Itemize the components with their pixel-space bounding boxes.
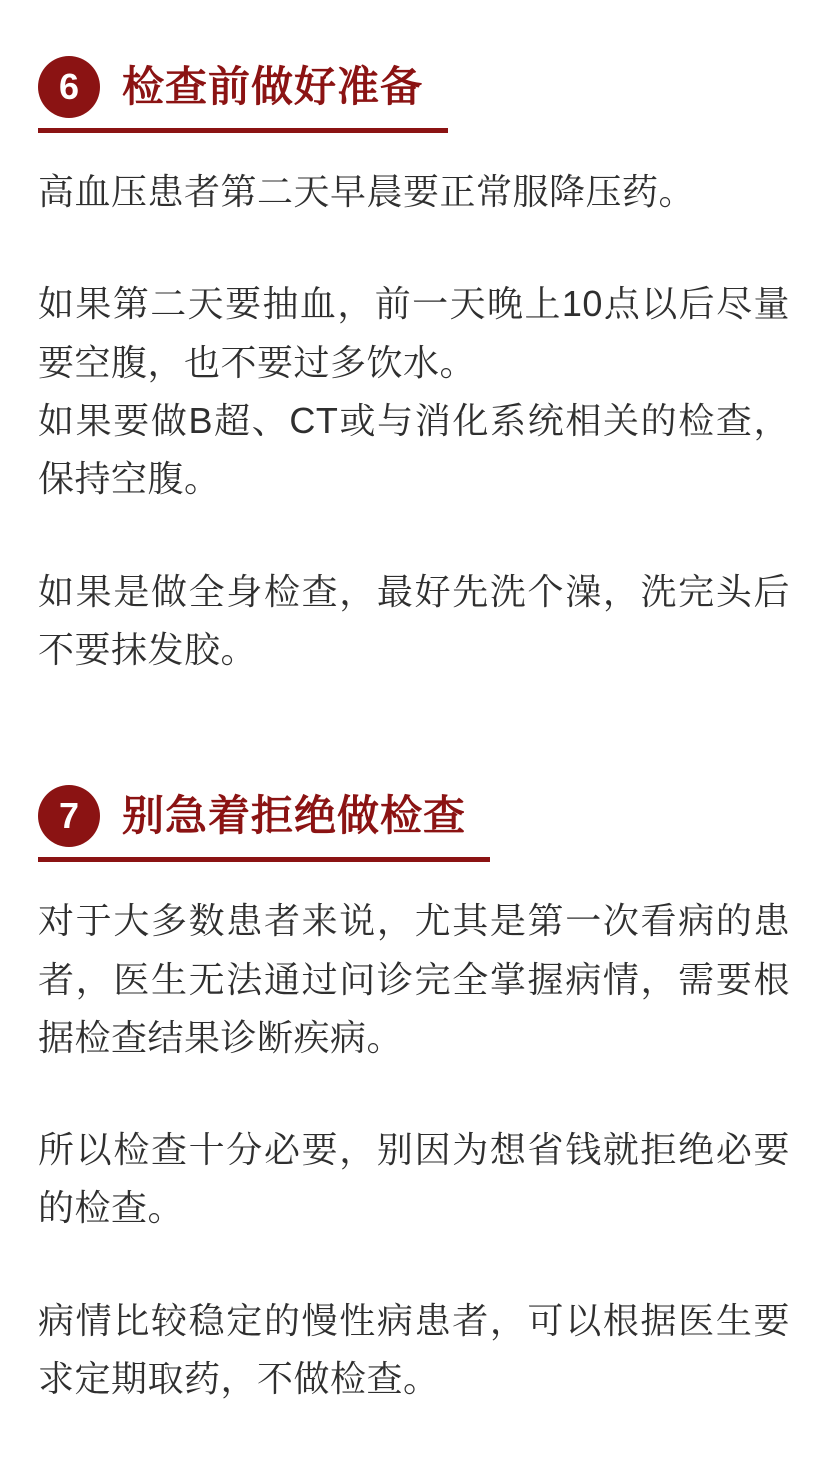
section-7-number-badge: 7 [38, 785, 100, 847]
section-6-paragraph-4: 如果是做全身检查，最好先洗个澡，洗完头后不要抹发胶。 [38, 570, 790, 670]
spacer [38, 1252, 790, 1292]
section-spacer [38, 693, 790, 785]
section-6-paragraph-3: 如果要做B超、CT或与消化系统相关的检查，保持空腹。 [38, 399, 790, 500]
section-6-number-badge: 6 [38, 56, 100, 118]
section-7 [38, 785, 790, 1408]
spacer [38, 235, 790, 275]
section-6-paragraph-2: 如果第二天要抽血，前一天晚上10点以后尽量要空腹，也不要过多饮水。 [38, 283, 790, 383]
section-7-title: 别急着拒绝做检查 [122, 792, 467, 840]
spacer [38, 523, 790, 563]
section-6-title: 检查前做好准备 [122, 62, 424, 110]
section-7-header [38, 785, 790, 857]
section-6-paragraph-1: 高血压患者第二天早晨要正常服降压药。 [38, 171, 696, 212]
section-6-header [38, 56, 790, 128]
section-7-divider [38, 857, 490, 862]
section-7-paragraph-3: 病情比较稳定的慢性病患者，可以根据医生要求定期取药，不做检查。 [38, 1299, 790, 1400]
section-7-paragraph-1: 对于大多数患者来说，尤其是第一次看病的患者，医生无法通过问诊完全掌握病情，需要根据检查结果诊断疾病。 [38, 900, 790, 1058]
spacer [38, 1081, 790, 1121]
section-6-divider [38, 128, 448, 133]
section-6 [38, 56, 790, 679]
section-7-paragraph-2: 所以检查十分必要，别因为想省钱就拒绝必要的检查。 [38, 1129, 790, 1229]
